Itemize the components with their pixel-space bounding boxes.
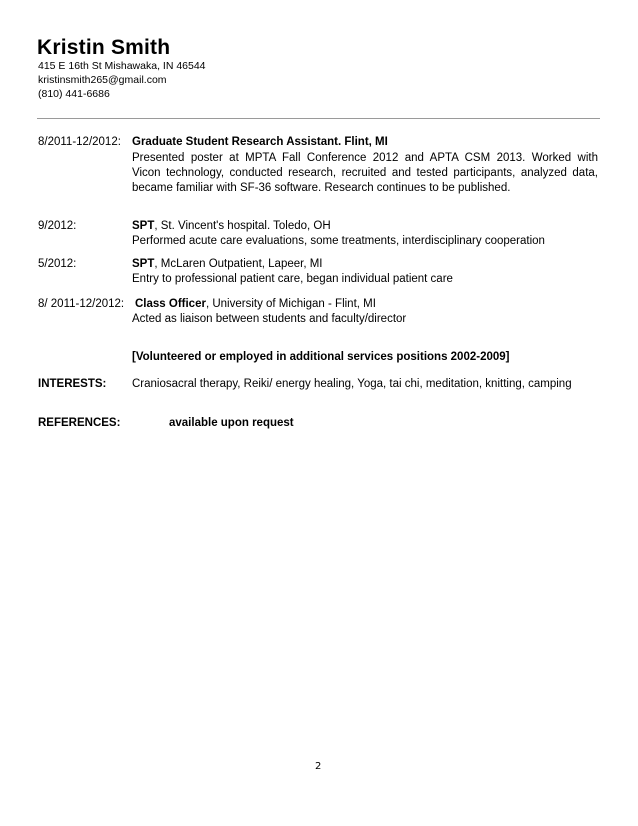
entry-place: , McLaren Outpatient, Lapeer, MI — [154, 258, 323, 270]
entry-date: 9/2012: — [38, 220, 77, 232]
references-text: available upon request — [169, 417, 294, 429]
entry-description-line: Acted as liaison between students and faculty/director — [132, 313, 407, 325]
entry-description-line: Vicon technology, conducted research, recruited and tested participants, analyzed data, — [132, 167, 598, 179]
entry-date: 5/2012: — [38, 258, 77, 270]
address-line: 415 E 16th St Mishawaka, IN 46544 — [38, 60, 206, 72]
entry-heading — [132, 258, 323, 270]
entry-date: 8/ 2011-12/2012: — [38, 298, 125, 310]
header-divider — [37, 118, 600, 119]
entry-place: , University of Michigan - Flint, MI — [205, 298, 376, 310]
entry-role: Class Officer — [135, 298, 206, 310]
entry-role: SPT — [132, 258, 155, 270]
interests-label: INTERESTS: — [38, 378, 107, 390]
entry-description-line: became familiar with SF-36 software. Research continues to be published. — [132, 182, 511, 194]
phone-line: (810) 441-6686 — [38, 88, 110, 100]
references-label: REFERENCES: — [38, 417, 121, 429]
page-number: 2 — [315, 761, 322, 772]
entry-title: Graduate Student Research Assistant. Flint, MI — [132, 136, 388, 148]
entry-place: , St. Vincent's hospital. Toledo, OH — [154, 220, 331, 232]
entry-heading — [132, 220, 331, 232]
entry-description-line: Presented poster at MPTA Fall Conference 2012 and APTA CSM 2013. Worked with — [132, 152, 598, 164]
email-line: kristinsmith265@gmail.com — [38, 74, 167, 86]
entry-description-line: Entry to professional patient care, began individual patient care — [132, 273, 453, 285]
volunteer-note: [Volunteered or employed in additional services positions 2002-2009] — [132, 351, 510, 363]
interests-text: Craniosacral therapy, Reiki/ energy healing, Yoga, tai chi, meditation, knitting, camping — [132, 378, 572, 390]
entry-role: SPT — [132, 220, 155, 232]
entry-heading — [135, 298, 376, 310]
entry-description-line: Performed acute care evaluations, some treatments, interdisciplinary cooperation — [132, 235, 545, 247]
entry-date: 8/2011-12/2012: — [38, 136, 121, 148]
resume-name: Kristin Smith — [37, 36, 171, 59]
